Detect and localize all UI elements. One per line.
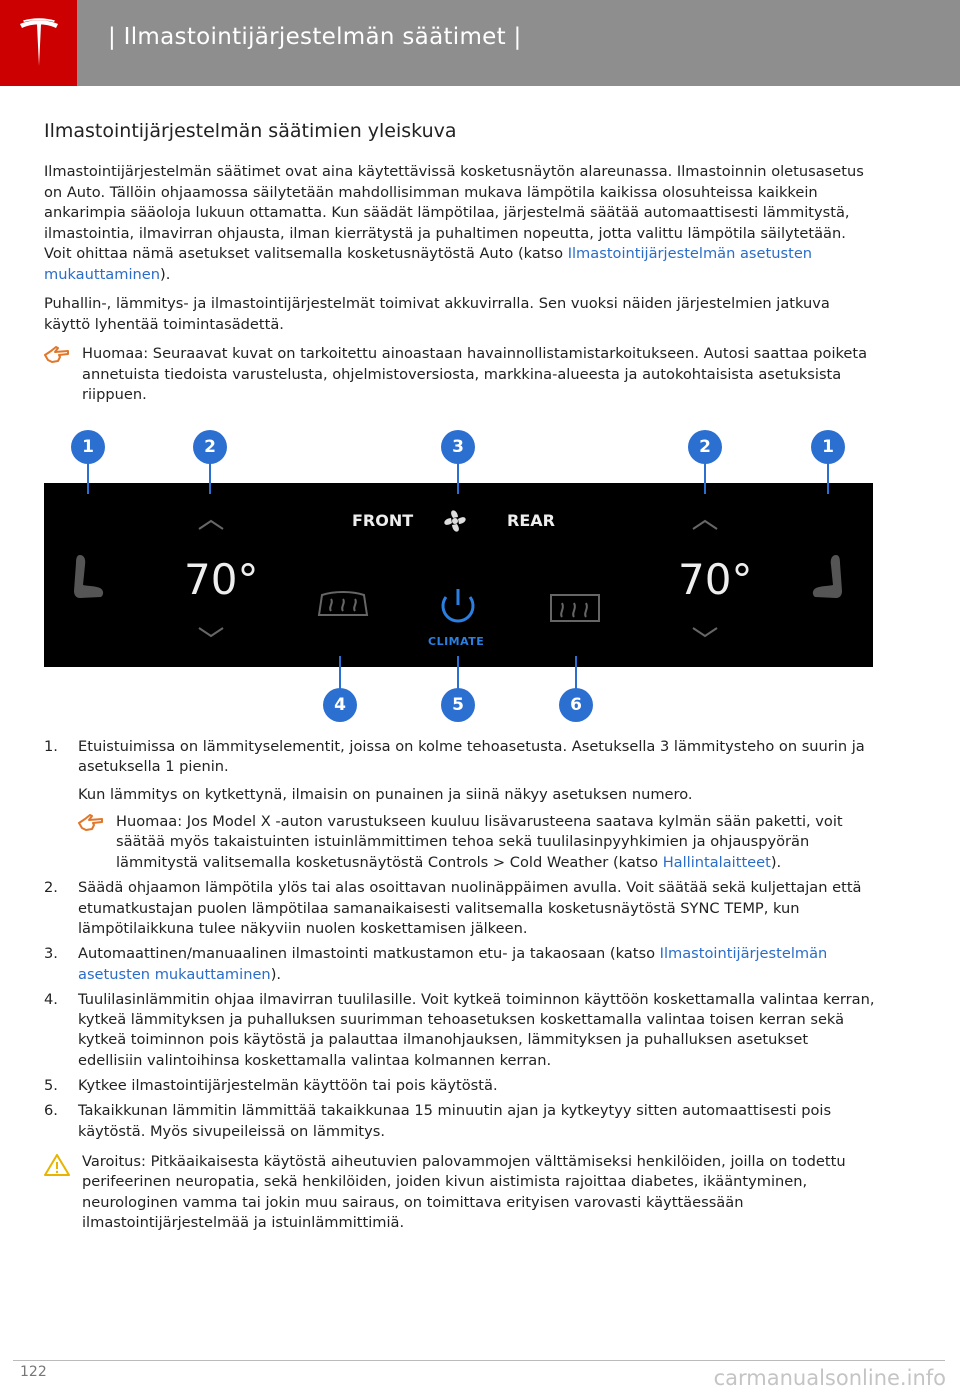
callout-4: 4	[323, 688, 357, 722]
intro-text: Ilmastointijärjestelmän säätimet ovat aina käytettävissä kosketusnäytön alareunassa. Ilmastoinnin oletusasetus on Auto. Tällöin ohjaamossa säilytetään mahdollisimman mukava lämpötila kaikissa olosuhteissa kaikkein ankarimpia sääoloja lukuun ottamatta. Kun säädät lämpötilaa, järjestelmä säätää automaattisesti lämmitystä, ilmastointia, ilmavirran ohjausta, ilman kierrätystä ja puhaltimen nopeutta, jotta valittu lämpötila säilytetään. Voit ohittaa nämä asetukset valitsemalla kosketusnäytöstä Auto (katso	[44, 163, 864, 262]
tesla-logo-icon	[17, 18, 61, 68]
left-temp-down-icon	[199, 628, 223, 636]
right-temp-up-icon	[693, 521, 717, 529]
list-item	[44, 878, 876, 939]
left-temp-readout: 70°	[184, 555, 259, 604]
climate-panel-screenshot	[44, 483, 873, 667]
callout-descriptions	[44, 737, 876, 1244]
right-seat-heater-icon	[813, 555, 842, 598]
front-defrost-icon	[319, 592, 367, 615]
fan-icon	[444, 510, 465, 531]
right-temp-down-icon	[693, 628, 717, 636]
list-item	[44, 990, 876, 1071]
tesla-logo	[0, 0, 77, 86]
climate-label: CLIMATE	[428, 635, 485, 648]
link-controls[interactable]: Hallintalaitteet	[662, 853, 771, 871]
list-item-text-part: Automaattinen/manuaalinen ilmastointi matkustamon etu- ja takaosaan (katso	[78, 945, 660, 963]
list-item-subtext: Kun lämmitys on kytkettynä, ilmaisin on punainen ja siinä näkyy asetuksen numero.	[78, 785, 693, 803]
section-title: Ilmastointijärjestelmän säätimien yleiskuva	[44, 120, 457, 142]
list-item-text-end: ).	[270, 965, 282, 983]
callout-line	[457, 462, 459, 494]
callout-line	[209, 462, 211, 494]
note-text: Huomaa: Seuraavat kuvat on tarkoitettu ainoastaan havainnollistamistarkoitukseen. Autosi saattaa poiketa annetuista tiedoista varustelusta, ohjelmistoversiosta, markkina-alueesta ja autokohtaisista asetuksista riippuen.	[82, 345, 868, 403]
note-cold-weather	[78, 812, 876, 874]
callout-line	[704, 462, 706, 494]
right-temp-readout: 70°	[678, 555, 753, 604]
list-number: 1.	[44, 738, 58, 755]
list-number: 2.	[44, 879, 58, 897]
rear-label: REAR	[507, 511, 555, 530]
page-header	[0, 0, 960, 86]
list-number: 3.	[44, 945, 58, 963]
list-item-text: Etuistuimissa on lämmityselementit, joissa on kolme tehoasetusta. Asetuksella 3 lämmitysteho on suurin ja asetuksella 1 pienin.	[78, 738, 865, 776]
callout-1-left: 1	[71, 430, 105, 464]
footer-divider	[13, 1360, 945, 1361]
callout-line	[339, 656, 341, 690]
note-text: Huomaa: Jos Model X -auton varustukseen kuuluu lisävarusteena saatava kylmän sään paketti, voit säätää myös takaistuinten istuinlämmittimen tehoa sekä tuulilasinpyyhkimien ja ohjauspyörän lämmitystä valitsemalla kosketusnäytöstä Controls > Cold Weather (katso	[116, 812, 843, 871]
list-item-text: Tuulilasinlämmitin ohjaa ilmavirran tuulilasille. Voit kytkeä toiminnon käyttöön koskettamalla valintaa kerran, kytkeä lämmityksen ja puhalluksen suurimman tehoasetuksen koskettamalla valintaa toisen kerran sekä kytkeä toiminnon pois käytöstä ja palauttaa ilmanohjauksen, lämmityksen ja puhalluksen asetukset edellisiin valintoihinsa koskettamalla valintaa kolmannen kerran.	[78, 990, 875, 1069]
left-seat-heater-icon	[74, 555, 103, 598]
left-temp-up-icon	[199, 521, 223, 529]
list-number: 4.	[44, 990, 58, 1008]
callout-line	[827, 462, 829, 494]
callout-line	[575, 656, 577, 690]
note-text-end: ).	[770, 853, 782, 871]
link-climate-settings[interactable]: Ilmastointijärjestelmän asetusten mukauttaminen	[44, 245, 813, 283]
list-item-text: Takaikkunan lämmitin lämmittää takaikkunaa 15 minuutin ajan ja kytkeytyy sitten automaattisesti pois käytöstä. Myös sivupeileissä on lämmitys.	[78, 1102, 832, 1140]
list-number: 6.	[44, 1102, 58, 1120]
list-item	[44, 1101, 876, 1142]
list-item	[44, 1076, 876, 1096]
watermark: carmanualsonline.info	[713, 1366, 946, 1390]
pointing-hand-icon	[44, 346, 70, 371]
climate-power-icon	[443, 589, 473, 621]
link-climate-settings[interactable]: Ilmastointijärjestelmän asetusten mukauttaminen	[78, 945, 828, 983]
callout-2-right: 2	[688, 430, 722, 464]
page-number: 122	[20, 1364, 47, 1380]
main-content	[44, 120, 876, 416]
intro-text-end: ).	[160, 265, 171, 283]
list-item-text: Säädä ohjaamon lämpötila ylös tai alas osoittavan nuolinäppäimen avulla. Voit säätää sekä kuljettajan että etumatkustajan puolen lämpötilaa samanaikaisesti valitsemalla kosketusnäytöstä SYNC TEMP, kun lämpötilaikkuna tulee näkyviin nuolen koskettamisen jälkeen.	[78, 879, 862, 937]
warning-block	[44, 1152, 876, 1234]
callout-6: 6	[559, 688, 593, 722]
front-label: FRONT	[352, 511, 414, 530]
list-item-text	[78, 944, 876, 985]
header-title: | Ilmastointijärjestelmän säätimet |	[108, 24, 522, 50]
pointing-hand-icon	[78, 814, 104, 839]
callout-2-left: 2	[193, 430, 227, 464]
battery-paragraph: Puhallin-, lämmitys- ja ilmastointijärjestelmät toimivat akkuvirralla. Sen vuoksi näiden järjestelmien jatkuva käyttö lyhentää toimintasädettä.	[44, 295, 830, 333]
rear-defrost-icon	[551, 595, 599, 621]
intro-paragraph	[44, 162, 876, 285]
list-number: 5.	[44, 1077, 58, 1095]
callout-5: 5	[441, 688, 475, 722]
list-item	[44, 737, 876, 873]
callout-line	[457, 656, 459, 690]
callout-line	[87, 462, 89, 494]
callout-3: 3	[441, 430, 475, 464]
callout-1-right: 1	[811, 430, 845, 464]
warning-text: Varoitus: Pitkäaikaisesta käytöstä aiheutuvien palovammojen välttämiseksi henkilöiden, joilla on todettu perifeerinen neuropatia, sekä henkilöiden, joiden kivun aistimista rajoittaa diabetes, ikääntyminen, neurologinen vamma tai jokin muu sairaus, on toimittava erityisen varovasti käyttäessään ilmastointijärjestelmää ja istuinlämmittimiä.	[82, 1152, 846, 1232]
list-item	[44, 944, 876, 985]
warning-icon	[44, 1154, 70, 1183]
note-illustration	[44, 344, 876, 406]
list-item-text: Kytkee ilmastointijärjestelmän käyttöön tai pois käytöstä.	[78, 1077, 498, 1095]
